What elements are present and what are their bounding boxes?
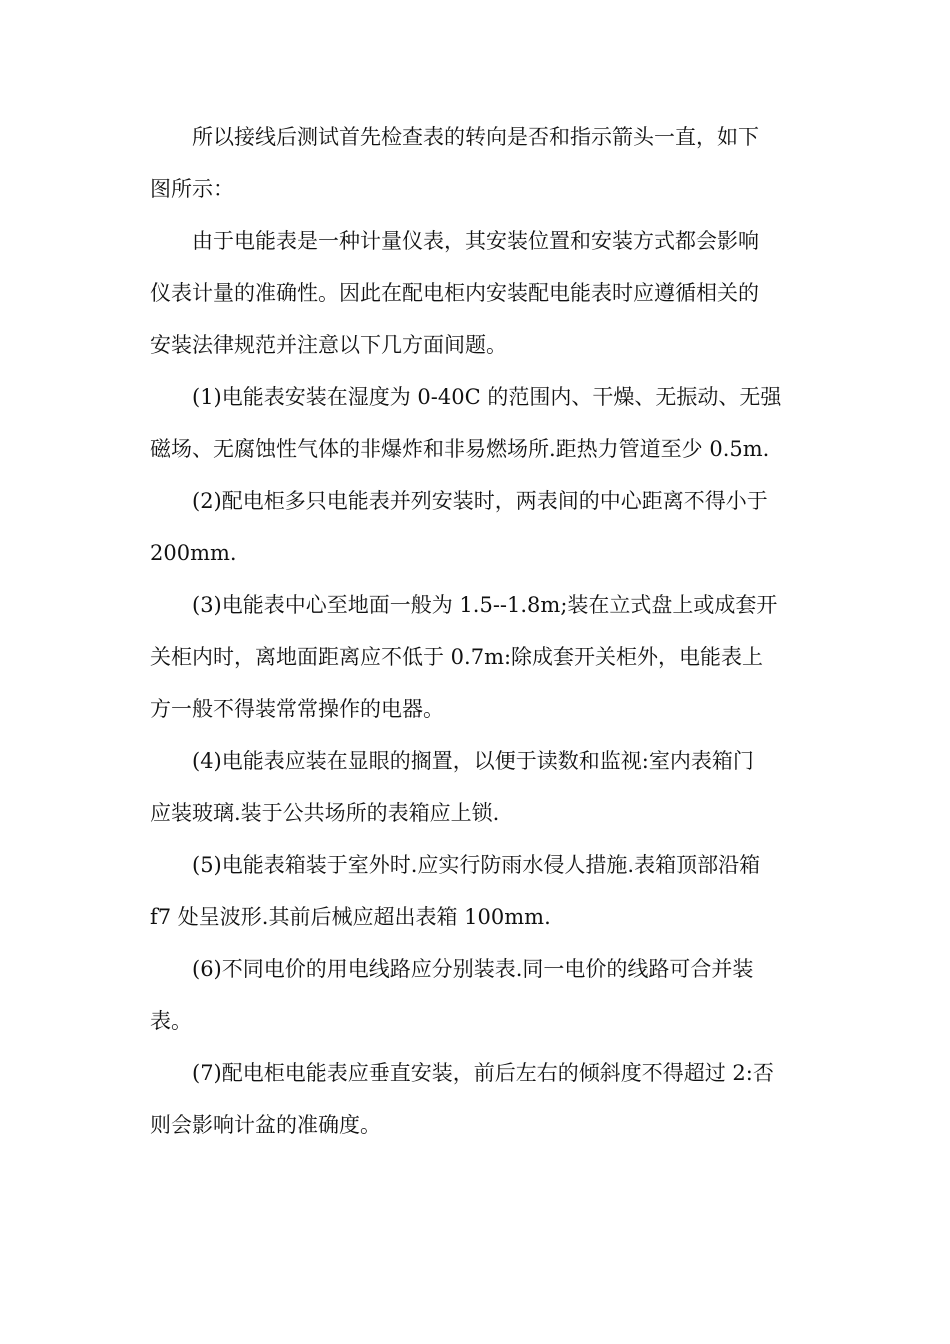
text-line: (2)配电柜多只电能表并列安装时，两表间的中心距离不得小于 [192, 489, 768, 513]
paragraph-1 [150, 111, 802, 215]
paragraph-8 [150, 943, 802, 1047]
text-line: 仪表计量的准确性。因此在配电柜内安装配电能表时应遵循相关的 [150, 281, 759, 305]
text-line: 由于电能表是一种计量仪表，其安装位置和安装方式都会影响 [192, 229, 759, 253]
text-line: (7)配电柜电能表应垂直安装，前后左右的倾斜度不得超过 2:否 [192, 1061, 774, 1085]
text-line: 所以接线后测试首先检查表的转向是否和指示箭头一直，如下 [192, 125, 759, 149]
text-line: 关柜内时，离地面距离应不低于 0.7m:除成套开关柜外，电能表上 [150, 645, 764, 669]
paragraph-4 [150, 475, 802, 579]
document-page [150, 111, 802, 1151]
paragraph-9 [150, 1047, 802, 1151]
paragraph-2 [150, 215, 802, 371]
text-line: 安装法律规范并注意以下几方面间题。 [150, 333, 507, 357]
text-line: 方一般不得装常常操作的电器。 [150, 697, 444, 721]
text-line: f7 处呈波形.其前后械应超出表箱 100mm. [150, 905, 551, 929]
paragraph-6 [150, 735, 802, 839]
text-line: 表。 [150, 1009, 192, 1033]
paragraph-3 [150, 371, 802, 475]
text-line: 图所示： [150, 177, 234, 201]
text-line: (3)电能表中心至地面一般为 1.5--1.8m;装在立式盘上或成套开 [192, 593, 778, 617]
text-line: (1)电能表安装在湿度为 0-40C 的范围内、干燥、无振动、无强 [192, 385, 782, 409]
text-line: 200mm. [150, 541, 237, 565]
text-line: (5)电能表箱装于室外时.应实行防雨水侵人措施.表箱顶部沿箱 [192, 853, 761, 877]
text-line: 应装玻璃.装于公共场所的表箱应上锁. [150, 801, 500, 825]
text-line: 磁场、无腐蚀性气体的非爆炸和非易燃场所.距热力管道至少 0.5m. [150, 437, 770, 461]
text-line: 则会影响计盆的准确度。 [150, 1113, 381, 1137]
text-line: (4)电能表应装在显眼的搁置，以便于读数和监视:室内表箱门 [192, 749, 754, 773]
text-line: (6)不同电价的用电线路应分别装表.同一电价的线路可合并装 [192, 957, 754, 981]
paragraph-5 [150, 579, 802, 735]
paragraph-7 [150, 839, 802, 943]
